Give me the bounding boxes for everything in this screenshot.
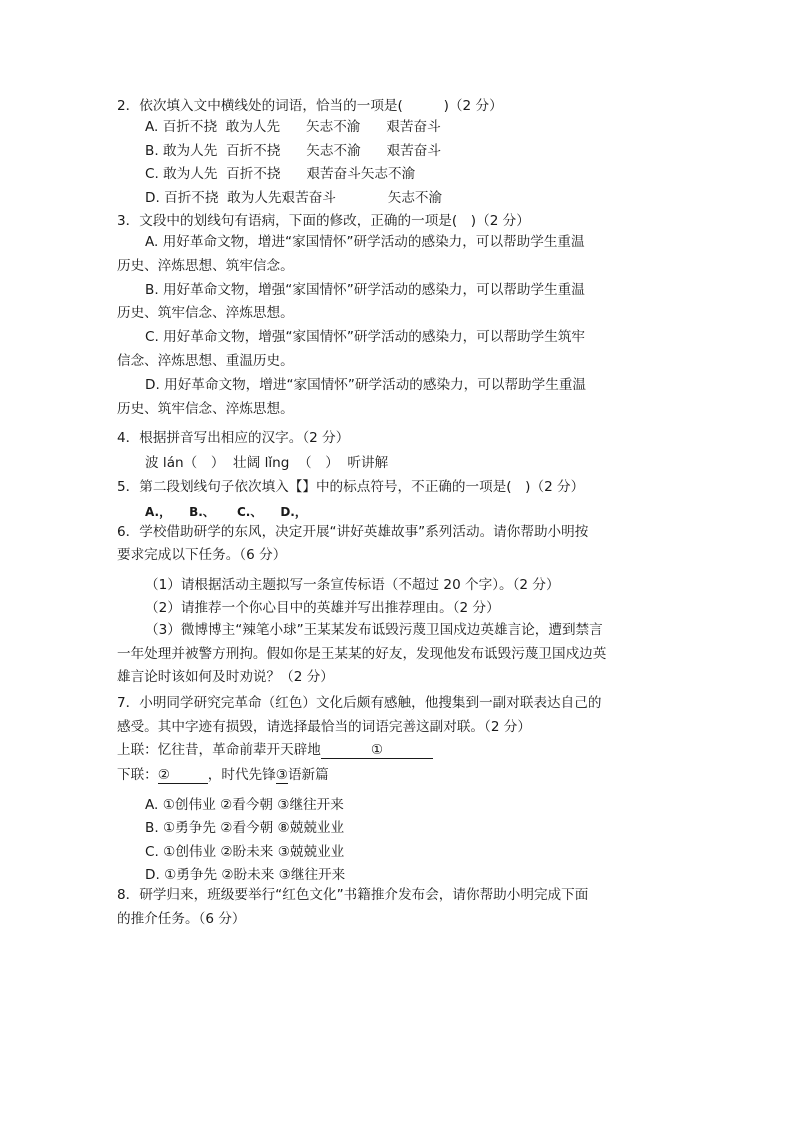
q3-option-d: D. 用好革命文物，增进“家国情怀”研学活动的感染力，可以帮助学生重温 (145, 377, 587, 393)
upper-couplet-text: 上联：忆往昔，革命前辈开天辟地 (117, 742, 321, 758)
q6-task-2: （2）请推荐一个你心目中的英雄并写出推荐理由。（2 分） (145, 600, 500, 616)
q6-task-3: （3）微博博主“辣笔小球”王某某发布诋毁污蔑卫国戍边英雄言论，遭到禁言 (145, 622, 603, 638)
blank-1: ① (321, 742, 433, 759)
q4-stem: 4．根据拼音写出相应的汉字。（2 分） (117, 430, 350, 446)
q3-option-b: B. 用好革命文物，增强“家国情怀”研学活动的感染力，可以帮助学生重温 (145, 282, 585, 298)
q2-stem: 2．依次填入文中横线处的词语，恰当的一项是( )（2 分） (117, 98, 503, 114)
q8-stem-line1: 8．研学归来，班级要举行“红色文化”书籍推介发布会，请你帮助小明完成下面 (117, 887, 589, 903)
q8-stem-line2: 的推介任务。（6 分） (117, 911, 246, 927)
q2-option-c: C. 敢为人先 百折不挠 艰苦奋斗矢志不渝 (145, 166, 416, 182)
q3-stem: 3．文段中的划线句有语病，下面的修改，正确的一项是( )（2 分） (117, 213, 530, 229)
q2-option-a: A. 百折不挠 敢为人先 矢志不渝 艰苦奋斗 (145, 119, 441, 135)
q7-option-b: B. ①勇争先 ②看今朝 ⑧兢兢业业 (145, 820, 345, 836)
q6-task-3-cont2: 雄言论时该如何及时劝说？（2 分） (117, 669, 334, 685)
q7-stem-line2: 感受。其中字迹有损毁，请选择最恰当的词语完善这副对联。（2 分） (117, 719, 531, 735)
q7-option-a: A. ①创伟业 ②看今朝 ③继往开来 (145, 797, 344, 813)
q2-option-b: B. 敢为人先 百折不挠 矢志不渝 艰苦奋斗 (145, 143, 441, 159)
q3-option-b-cont: 历史、筑牢信念、淬炼思想。 (117, 305, 294, 321)
q7-couplet-lower (117, 766, 329, 784)
q6-stem-line1: 6．学校借助研学的东风，决定开展“讲好英雄故事”系列活动。请你帮助小明按 (117, 524, 589, 540)
q7-couplet-upper (117, 741, 433, 759)
q3-option-a-cont: 历史、淬炼思想、筑牢信念。 (117, 258, 294, 274)
lower-couplet-mid: ，时代先锋 (207, 767, 276, 783)
q6-stem-line2: 要求完成以下任务。（6 分） (117, 547, 287, 563)
q3-option-c: C. 用好革命文物，增强“家国情怀”研学活动的感染力，可以帮助学生筑牢 (145, 329, 586, 345)
q7-option-d: D. ①勇争先 ②盼未来 ③继往开来 (145, 867, 346, 883)
q3-option-a: A. 用好革命文物，增进“家国情怀”研学活动的感染力，可以帮助学生重温 (145, 234, 585, 250)
lower-couplet-prefix: 下联： (117, 767, 158, 783)
q5-stem: 5．第二段划线句子依次填入【】中的标点符号，不正确的一项是( )（2 分） (117, 479, 585, 495)
q5-options: A.， B.、 C.、 D.， (145, 505, 307, 519)
blank-3: ③ (275, 767, 288, 783)
q3-option-d-cont: 历史、筑牢信念、淬炼思想。 (117, 401, 294, 417)
lower-couplet-suffix: 语新篇 (287, 767, 329, 783)
q3-option-c-cont: 信念、淬炼思想、重温历史。 (117, 353, 294, 369)
q6-task-3-cont1: 一年处理并被警方刑拘。假如你是王某某的好友，发现他发布诋毁污蔑卫国戍边英 (117, 646, 607, 662)
q2-option-d: D. 百折不挠 敢为人先艰苦奋斗 矢志不渝 (145, 190, 443, 206)
blank-2: ② (158, 767, 208, 784)
q7-stem-line1: 7．小明同学研究完革命（红色）文化后颇有感触，他搜集到一副对联表达自己的 (117, 695, 602, 711)
q7-option-c: C. ①创伟业 ②盼未来 ③兢兢业业 (145, 844, 345, 860)
q4-pinyin-line: 波 lán（ ） 壮阔 lǐng （ ） 听讲解 (145, 455, 389, 471)
q6-task-1: （1）请根据活动主题拟写一条宣传标语（不超过 20 个字）。（2 分） (145, 577, 560, 593)
